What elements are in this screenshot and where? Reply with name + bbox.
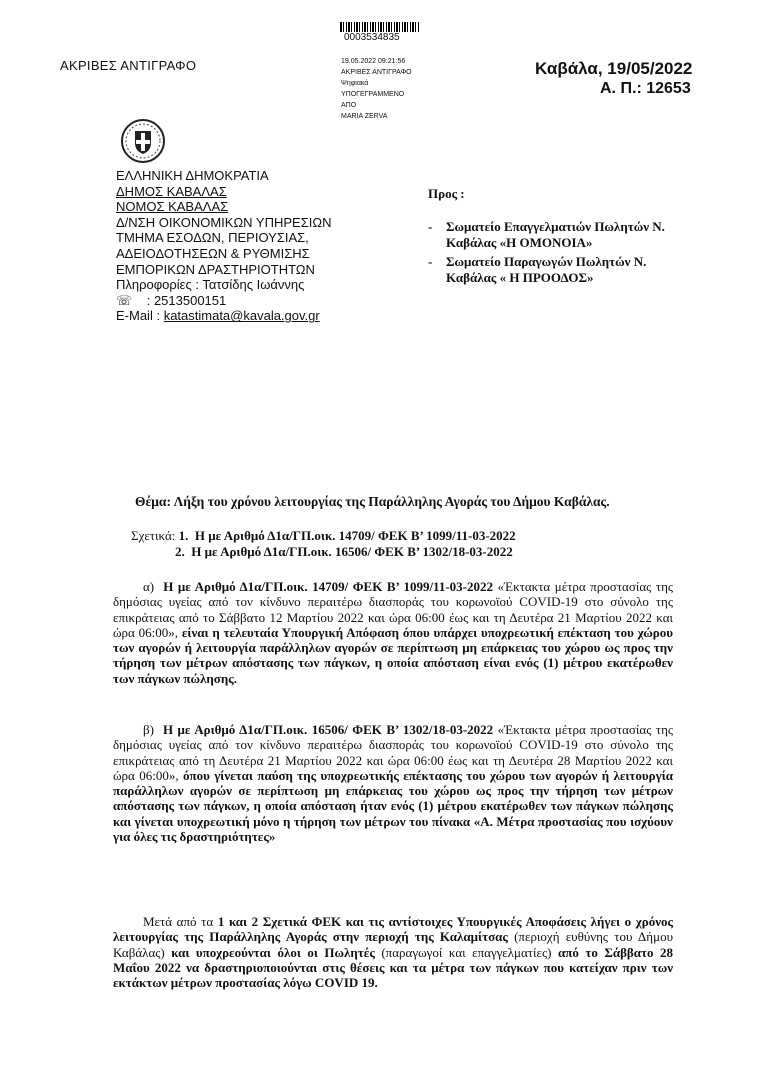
para-ref: Η με Αριθμό Δ1α/ΓΠ.οικ. 14709/ ΦΕΚ Β’ 1099/11-03-2022 [163,579,493,594]
stamp-line: MARIA ZERVA [341,113,388,120]
relations-label: Σχετικά: [131,528,176,543]
city-date: Καβάλα, 19/05/2022 [535,59,693,78]
para-bold-text: 1 και 2 Σχετικά ΦΕΚ και τις αντίστοιχες Υπουργικές Αποφάσεις λήγει ο χρόνος λειτουργίας της Παράλληλης Αγοράς στην περιοχή της Καλαμίτσας [113,914,674,945]
para-text: Μετά από τα [143,914,214,929]
stamp-line: Ψηφιακά [341,80,369,87]
sender-block [116,168,331,324]
para-quote: «Έκτακτα μέτρα προστασίας της δημόσιας υγείας από τον κίνδυνο περαιτέρω διασποράς του κορωνοϊού COVID-19 στο σύνολο της επικράτειας από τη Δευτέρα 21 Μαρτίου 2022 και ώρα 06:00 έως και τη Δευτέρα 28 Μαρτίου 2022 και ώρα 06:00», [113,722,674,783]
para-prefix: α) [143,579,155,594]
phone-row [116,293,331,309]
phone-icon: ☏ [116,292,133,308]
paragraph-c [113,914,673,990]
para-bold-text: είναι η τελευταία Υπουργική Απόφαση όπου υπάρχει υποχρεωτική επέκταση του χώρου των αγορών ή λειτουργία παράλληλων αγορών σε περίπτωση μη επάρκειας του χώρου ως προς την τήρηση των μέτρων απόστασης των πάγκων, η οποία απόσταση είναι ενός (1) μέτρου εκατέρωθεν των πάγκων πώλησης. [113,624,674,686]
recipients-list [428,219,668,289]
relation-number: 1. [178,528,189,543]
barcode [340,22,420,32]
subject-line: Θέμα: Λήξη του χρόνου λειτουργίας της Παράλληλης Αγοράς του Δήμου Καβάλας. [135,494,610,509]
protocol-number: Α. Π.: 12653 [600,80,691,97]
email-link[interactable]: katastimata@kavala.gov.gr [163,308,320,324]
sender-prefecture: ΝΟΜΟΣ ΚΑΒΑΛΑΣ [116,199,229,215]
greek-emblem-icon [120,118,166,164]
sender-municipality: ΔΗΜΟΣ ΚΑΒΑΛΑΣ [116,183,227,199]
relation-text: Η με Αριθμό Δ1α/ΓΠ.οικ. 16506/ ΦΕΚ Β’ 1302/18-03-2022 [191,544,513,559]
recipient-name: Σωματείο Παραγωγών Πωλητών Ν. Καβάλας « Η ΠΡΟΟΔΟΣ» [446,254,647,285]
stamp-line: ΑΚΡΙΒΕΣ ΑΝΤΙΓΡΑΦΟ [341,69,412,76]
relations-block [131,528,516,560]
sender-line: ΑΔΕΙΟΔΟΤΗΣΕΩΝ & ΡΥΘΜΙΣΗΣ [116,245,310,261]
para-bold-text: και υποχρεούνται όλοι οι Πωλητές [171,944,375,960]
paragraph-b [113,722,673,844]
phone-number: : 2513500151 [146,292,227,308]
sender-line: ΤΜΗΜΑ ΕΣΟΔΩΝ, ΠΕΡΙΟΥΣΙΑΣ, [116,230,309,246]
recipient-item [428,254,668,286]
para-bold-text: από το Σάββατο 28 Μαΐου 2022 να δραστηριοποιούνται στις θέσεις και τα μέτρα των πάγκων που κατείχαν πριν των εκτάκτων μέτρων προστασίας λόγω COVID 19. [113,944,674,991]
relation-row [131,544,516,560]
recipient-name: Σωματείο Επαγγελματιών Πωλητών Ν. Καβάλας «Η ΟΜΟΝΟΙΑ» [446,219,665,250]
list-dash: - [428,219,433,234]
list-dash: - [428,254,433,269]
stamp-line: ΑΠΟ [341,102,357,109]
recipient-item [428,219,668,251]
paragraph-a [113,579,673,686]
para-text: (παραγωγοί και επαγγελματίες) [381,944,552,960]
para-ref: Η με Αριθμό Δ1α/ΓΠ.οικ. 16506/ ΦΕΚ Β’ 1302/18-03-2022 [162,722,494,737]
sender-line: Δ/ΝΣΗ ΟΙΚΟΝΟΜΙΚΩΝ ΥΠΗΡΕΣΙΩΝ [116,214,332,230]
para-prefix: β) [143,722,154,737]
digital-signature-stamp [341,56,412,122]
stamp-line: ΥΠΟΓΕΓΡΑΜΜΕΝΟ [341,91,405,98]
email-row [116,308,331,324]
sender-line: ΕΛΛΗΝΙΚΗ ΔΗΜΟΚΡΑΤΙΑ [116,168,269,183]
true-copy-label: ΑΚΡΙΒΕΣ ΑΝΤΙΓΡΑΦΟ [60,58,197,73]
relation-text: Η με Αριθμό Δ1α/ΓΠ.οικ. 14709/ ΦΕΚ Β’ 1099/11-03-2022 [194,528,516,543]
stamp-line: 19.05.2022 09:21:56 [341,58,406,65]
sender-line: Πληροφορίες : Τατσίδης Ιωάννης [116,277,305,293]
recipients-label: Προς : [428,186,465,201]
sender-line: ΕΜΠΟΡΙΚΩΝ ΔΡΑΣΤΗΡΙΟΤΗΤΩΝ [116,261,315,277]
para-quote: «Έκτακτα μέτρα προστασίας της δημόσιας υγείας από τον κίνδυνο περαιτέρω διασποράς του κορωνοϊού COVID-19 στο σύνολο της επικράτειας από το Σάββατο 12 Μαρτίου 2022 και ώρα 06:00 έως και τη Δευτέρα 21 Μαρτίου 2022 και ώρα 06:00», [113,579,674,640]
para-text: (περιοχή ευθύνης του Δήμου Καβάλας) [113,929,673,960]
email-label: E-Mail : [116,308,161,324]
relation-number: 2. [175,544,185,559]
relation-row [131,528,516,544]
barcode-number: 0003534835 [344,32,400,43]
para-bold-text: όπου γίνεται παύση της υποχρεωτικής επέκτασης του χώρου των αγορών ή λειτουργία παράλληλων αγορών σε περίπτωση μη επάρκειας του χώρου ως προς την τήρηση των μέτρων απόστασης των πάγκων, η οποία απόσταση ήταν ενός (1) μέτρου εκατέρωθεν των πάγκων πώλησης και γίνεται υποχρεωτική μόνο η τήρηση των μέτρων του πίνακα «Α. Μέτρα προστασίας που ισχύουν για όλες τις δραστηριότητες» [113,767,673,845]
